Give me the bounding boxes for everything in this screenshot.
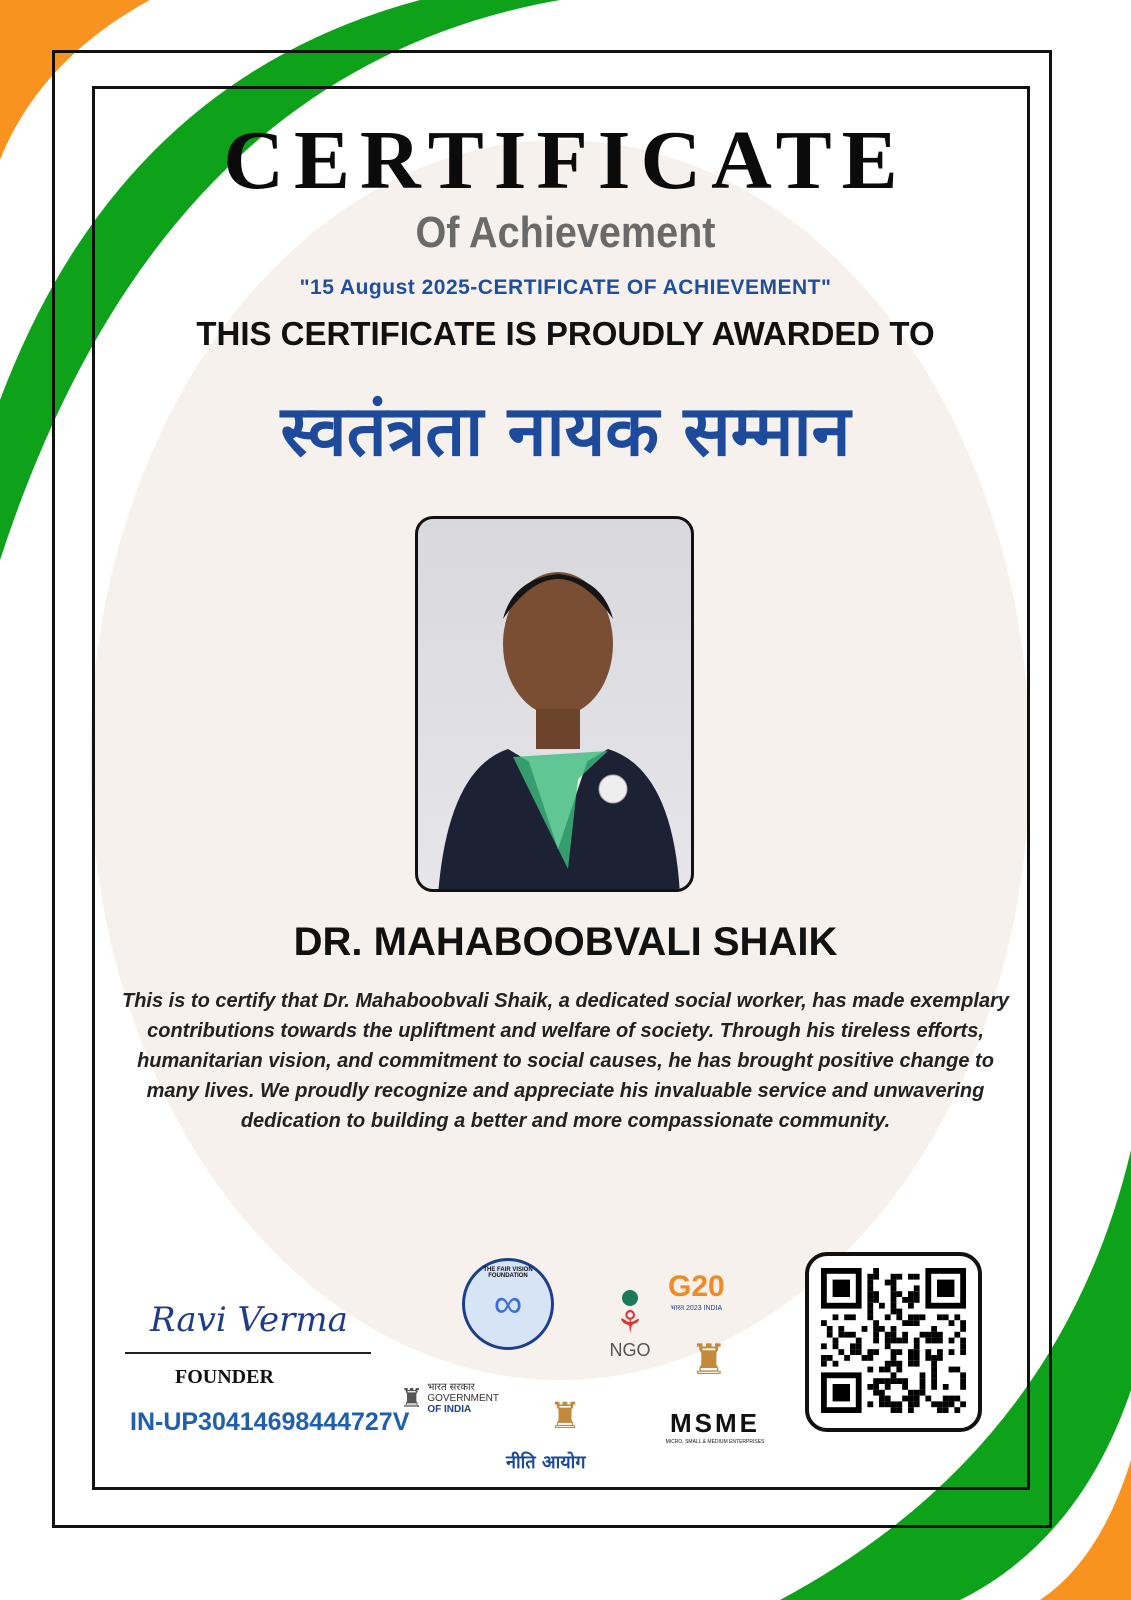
award-name-hindi: स्वतंत्रता नायक सम्मान: [280, 389, 851, 472]
niti-emblem-icon: ♜: [548, 1395, 582, 1436]
fair-vision-foundation-logo: [462, 1258, 554, 1350]
ngo-logo: [600, 1290, 660, 1361]
goi-line1: GOVERNMENT: [427, 1393, 499, 1404]
msme-logo: [660, 1408, 770, 1445]
msme-sub: MICRO, SMALL & MEDIUM ENTERPRISES: [665, 1439, 765, 1445]
certificate-title: CERTIFICATE: [223, 114, 908, 207]
signature-line: [125, 1352, 371, 1354]
qr-code[interactable]: [805, 1252, 982, 1432]
msme-emblem-icon: ♜: [690, 1336, 728, 1383]
certificate-subtitle: Of Achievement: [415, 208, 716, 257]
recipient-photo: [415, 516, 694, 892]
goi-hindi: भारत सरकार: [427, 1382, 475, 1393]
g20-logo: [668, 1270, 725, 1313]
occasion-text: "15 August 2025-CERTIFICATE OF ACHIEVEMENT": [299, 276, 832, 299]
awarded-line: THIS CERTIFICATE IS PROUDLY AWARDED TO: [196, 315, 935, 352]
g20-label: G20: [668, 1270, 725, 1303]
ngo-label: NGO: [609, 1340, 651, 1360]
emblem-icon: ♜: [400, 1383, 424, 1413]
globe-icon: [622, 1290, 638, 1306]
niti-aayog-label: नीति आयोग: [506, 1452, 586, 1473]
registration-id: IN-UP30414698444727V: [130, 1408, 410, 1436]
signer-role: FOUNDER: [175, 1366, 274, 1388]
infinity-icon: ∞: [493, 1281, 523, 1326]
signature: Ravi Verma: [150, 1300, 348, 1340]
recipient-name: DR. MAHABOOBVALI SHAIK: [293, 920, 838, 964]
g20-sub: भारत 2023 INDIA: [670, 1305, 723, 1312]
msme-label: MSME: [670, 1408, 760, 1438]
certificate-body: This is to certify that Dr. Mahaboobvali Shaik, a dedicated social worker, has made exemplary contributions towards the upliftment and welfare of society. Through his tireless efforts, humanitarian vision, and commitment to social causes, he has brought positive change to many lives. We proudly recognize and appreciate his invaluable service and unwavering dedication to building a better and more compassionate community.: [122, 990, 1009, 1132]
qr-pattern: [821, 1268, 966, 1416]
fair-vision-label: THE FAIR VISION FOUNDATION: [483, 1267, 533, 1279]
goi-line2: OF INDIA: [427, 1404, 472, 1415]
people-icon: ⚘: [616, 1306, 644, 1339]
government-of-india-logo: [400, 1382, 499, 1415]
